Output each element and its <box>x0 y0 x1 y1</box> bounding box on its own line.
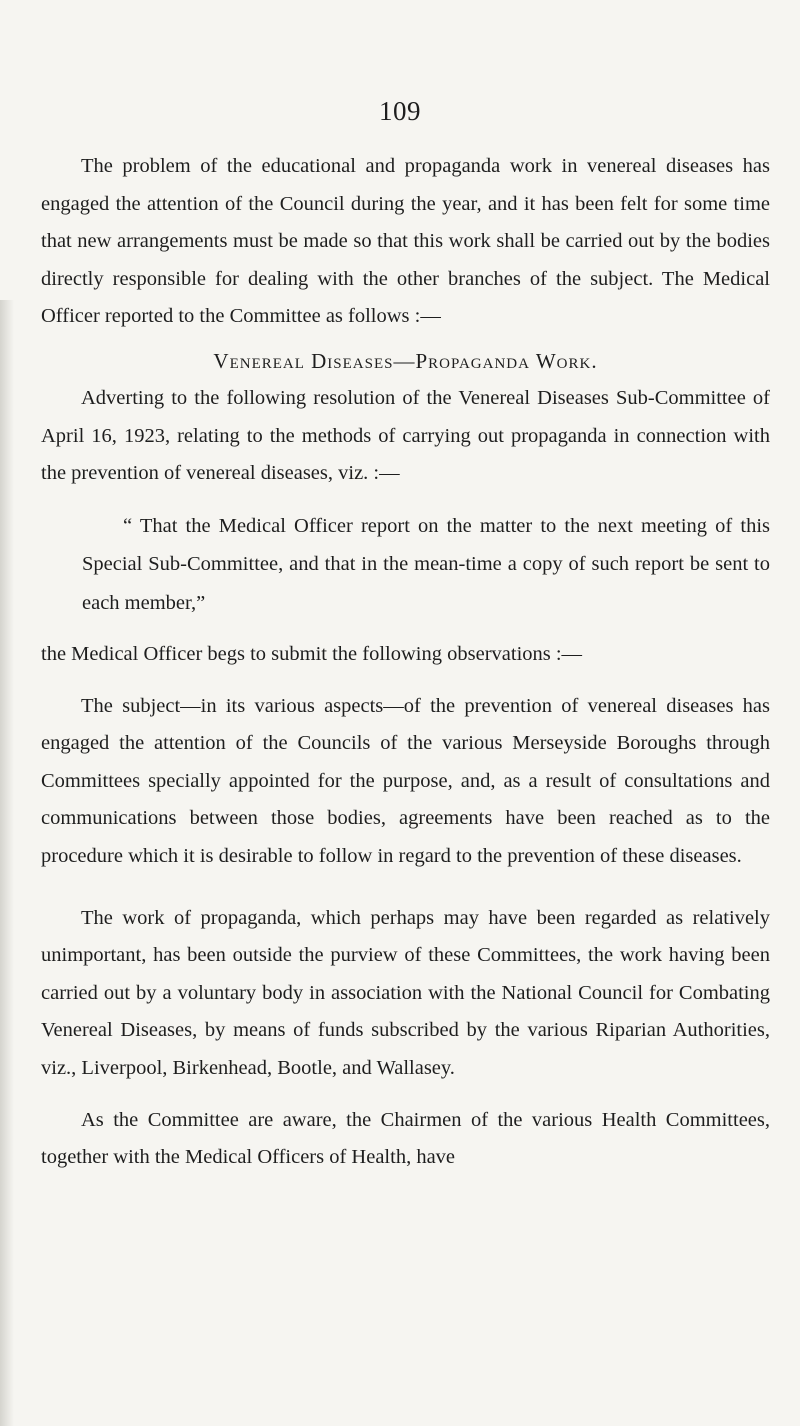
page-number: 109 <box>379 96 421 126</box>
paragraph-propaganda: The work of propaganda, which perhaps may have been regarded as relatively unimportant, has been outside the purview of these Committees, the work having been carried out by a voluntary body in association with the National Council for Combating Venereal Diseases, by means of funds subscribed by the various Riparian Authorities, viz., Liverpool, Birkenhead, Bootle, and Wallasey. <box>41 906 770 1079</box>
quoted-resolution: “ That the Medical Officer report on the matter to the next meeting of this Special Sub-Committee, and that in the mean-time a copy of such report be sent to each member,” <box>82 514 770 614</box>
paragraph-adverting: Adverting to the following resolution of the Venereal Diseases Sub-Committee of April 16, 1923, relating to the methods of carrying out propaganda in connection with the prevention of venereal diseases, viz. :— <box>41 386 770 485</box>
section-heading: Venereal Diseases—Propaganda Work. <box>213 348 598 373</box>
page-edge-shadow <box>0 300 14 1426</box>
paragraph-observations: the Medical Officer begs to submit the following observations :— <box>41 642 583 665</box>
paragraph-committee: As the Committee are aware, the Chairmen of the various Health Committees, together with the Medical Officers of Health, have <box>41 1108 770 1169</box>
paragraph-intro: The problem of the educational and propaganda work in venereal diseases has engaged the attention of the Council during the year, and it has been felt for some time that new arrangements must be made so that this work shall be carried out by the bodies directly responsible for dealing with the other branches of the subject. The Medical Officer reported to the Committee as follows :— <box>41 155 770 328</box>
paragraph-subject: The subject—in its various aspects—of the prevention of venereal diseases has engaged the attention of the Councils of the various Merseyside Boroughs through Committees specially appointed for the purpose, and, as a result of consultations and communications between those bodies, agreements have been reached as to the procedure which it is desirable to follow in regard to the prevention of these diseases. <box>41 694 770 867</box>
document-body <box>41 148 770 1177</box>
